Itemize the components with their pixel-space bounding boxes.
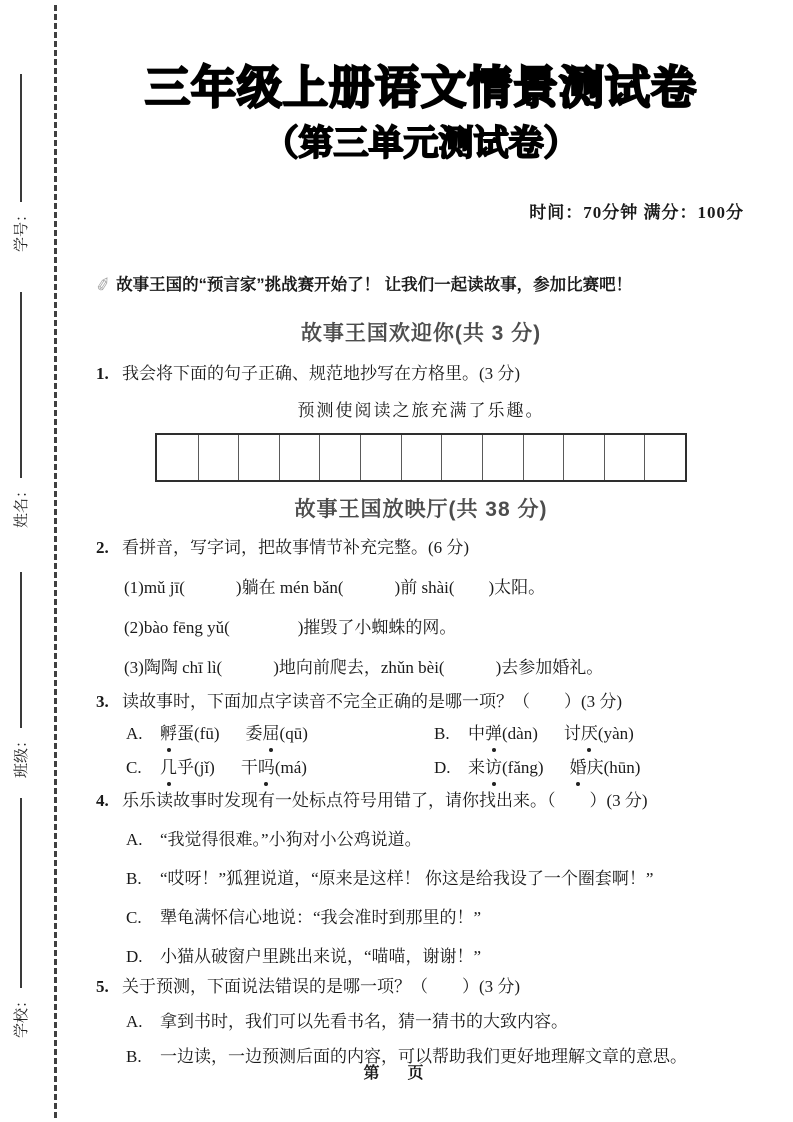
question-2-item-2: (2)bào fēng yǔ( )摧毁了小蜘蛛的网。 — [124, 618, 457, 637]
section1-heading: 故事王国欢迎你(共 3 分) — [300, 322, 542, 345]
question-4-option-c — [96, 905, 746, 931]
question-2-item-1: (1)mǔ jī( )躺在 mén bǎn( )前 shài( )太阳。 — [124, 578, 546, 597]
option-d — [434, 755, 746, 780]
grid-cell — [482, 435, 523, 480]
time-and-score-info: 时间：70分钟 满分：100分 — [529, 203, 744, 222]
option-c-label: C. — [126, 758, 142, 777]
question-2-item-3: (3)陶陶 chī lì( )地向前爬去，zhǔn bèi( )去参加婚礼。 — [124, 658, 604, 677]
option-c-words — [160, 755, 333, 780]
school-field — [10, 798, 31, 1038]
option-text: 拿到书时，我们可以先看书名，猜一猜书的大致内容。 — [160, 1012, 568, 1031]
grid-cell — [523, 435, 564, 480]
student-id-field — [10, 74, 31, 252]
page-number-footer: 第 页 — [363, 1065, 430, 1082]
section2-heading: 故事王国放映厅(共 38 分) — [294, 498, 548, 521]
school-label: 学校： — [14, 992, 30, 1038]
question-3 — [96, 689, 746, 715]
option-label: A. — [126, 830, 143, 849]
question-2-number: 2. — [96, 538, 109, 557]
option-label: C. — [126, 908, 142, 927]
grid-cell — [644, 435, 685, 480]
question-4-option-d — [96, 944, 746, 970]
option-label: B. — [126, 1047, 142, 1066]
dotted-word: 婚庆(hūn) — [570, 758, 641, 777]
question-2-stem: 看拼音，写字词，把故事情节补充完整。(6 分) — [122, 538, 470, 557]
class-field — [10, 572, 31, 778]
option-text: 一边读，一边预测后面的内容，可以帮助我们更好地理解文章的意思。 — [160, 1047, 687, 1066]
option-label: B. — [126, 869, 142, 888]
class-blank-line — [20, 572, 22, 728]
option-b-label: B. — [434, 724, 450, 743]
intro-text: 故事王国的“预言家”挑战赛开始了！ 让我们一起读故事，参加比赛吧！ — [116, 276, 633, 294]
grid-cell — [319, 435, 360, 480]
question-5-stem: 关于预测，下面说法错误的是哪一项？（ ）(3 分) — [122, 977, 521, 996]
dotted-word: 委屈(qū) — [246, 724, 308, 743]
question-4-option-b — [96, 866, 746, 892]
option-c — [126, 755, 434, 780]
question-5 — [96, 974, 746, 1000]
school-blank-line — [20, 798, 22, 988]
paper-subtitle: （第三单元测试卷） — [263, 124, 579, 163]
dotted-word: 讨厌(yàn) — [564, 724, 634, 743]
grid-cell — [441, 435, 482, 480]
question-5-option-a — [96, 1009, 746, 1035]
question-4-option-a — [96, 827, 746, 853]
question-1-number: 1. — [96, 364, 109, 383]
question-3-options — [96, 721, 746, 780]
dotted-word: 干吗(má) — [241, 758, 307, 777]
copy-grid — [155, 433, 687, 482]
grid-cell — [157, 435, 198, 480]
dotted-word: 几乎(jǐ) — [160, 758, 215, 777]
option-a — [126, 721, 434, 746]
option-a-label: A. — [126, 724, 143, 743]
dotted-word: 中弹(dàn) — [468, 724, 538, 743]
option-label: A. — [126, 1012, 143, 1031]
option-a-words — [160, 721, 334, 746]
question-1 — [96, 361, 746, 387]
question-3-stem: 读故事时，下面加点字读音不完全正确的是哪一项？（ ）(3 分) — [122, 692, 623, 711]
student-id-label: 学号： — [14, 206, 30, 252]
dotted-word: 来访(fǎng) — [468, 758, 544, 777]
option-text: “哎呀！”狐狸说道，“原来是这样！ 你这是给我设了一个圈套啊！” — [160, 869, 654, 888]
question-1-stem: 我会将下面的句子正确、规范地抄写在方格里。(3 分) — [122, 364, 521, 383]
question-4-stem: 乐乐读故事时发现有一处标点符号用错了，请你找出来。（ ）(3 分) — [122, 791, 648, 810]
question-2 — [96, 535, 746, 561]
paper-main-content — [96, 0, 746, 1070]
grid-cell — [238, 435, 279, 480]
fold-dashed-line — [54, 5, 57, 1118]
option-text: 小猫从破窗户里跳出来说，“喵喵，谢谢！” — [160, 947, 482, 966]
pencil-icon: ✐ — [94, 273, 114, 297]
option-b — [434, 721, 746, 746]
option-text: 犟龟满怀信心地说：“我会准时到那里的！” — [160, 908, 482, 927]
student-name-field — [10, 292, 31, 528]
option-label: D. — [126, 947, 143, 966]
grid-cell — [563, 435, 604, 480]
grid-cell — [604, 435, 645, 480]
student-name-blank-line — [20, 292, 22, 478]
option-text: “我觉得很难。”小狗对小公鸡说道。 — [160, 830, 422, 849]
grid-cell — [198, 435, 239, 480]
dotted-word: 孵蛋(fū) — [160, 724, 220, 743]
question-3-number: 3. — [96, 692, 109, 711]
option-d-words — [468, 755, 666, 780]
student-name-label: 姓名： — [14, 482, 30, 528]
class-label: 班级： — [14, 732, 30, 778]
grid-cell — [401, 435, 442, 480]
option-b-words — [468, 721, 660, 746]
option-d-label: D. — [434, 758, 451, 777]
question-4-number: 4. — [96, 791, 109, 810]
grid-cell — [279, 435, 320, 480]
student-id-blank-line — [20, 74, 22, 202]
intro-line — [96, 273, 746, 297]
sentence-to-copy: 预测使阅读之旅充满了乐趣。 — [297, 401, 545, 420]
question-4 — [96, 788, 746, 814]
question-5-number: 5. — [96, 977, 109, 996]
paper-title: 三年级上册语文情景测试卷 — [144, 62, 697, 113]
grid-cell — [360, 435, 401, 480]
